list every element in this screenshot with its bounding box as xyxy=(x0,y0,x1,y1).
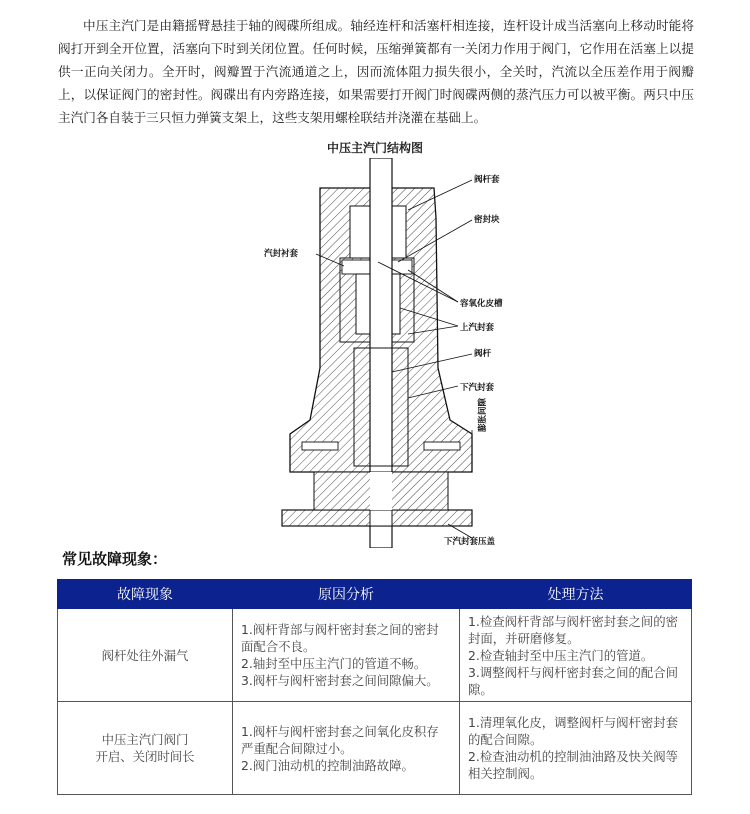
solution-cell: 1.检查阀杆背部与阀杆密封套之间的密封面，并研磨修复。 2.检查轴封至中压主汽门的管道。 3.调整阀杆与阀杆密封套之间的配合间隙。 xyxy=(460,609,692,702)
label-expansion-gap: 膨胀间隙 xyxy=(478,397,488,432)
section-title: 常见故障现象： xyxy=(62,550,168,568)
label-seal-block: 密封块 xyxy=(474,215,500,225)
label-steam-seal-sleeve: 汽封衬套 xyxy=(264,249,299,259)
table-row xyxy=(58,609,692,702)
solution-cell: 1.清理氧化皮，调整阀杆与阀杆密封套的配合间隙。 2.检查油动机的控制油油路及快关阀等相关控制阀。 xyxy=(460,702,692,795)
label-upper-seal-sleeve: 上汽封套 xyxy=(460,323,495,333)
figure-title: 中压主汽门结构图 xyxy=(326,141,423,155)
symptom-cell: 中压主汽门阀门 开启、关闭时间长 xyxy=(58,702,233,795)
label-oxide-groove: 容氧化皮槽 xyxy=(460,299,503,309)
label-lower-seal-sleeve: 下汽封套 xyxy=(460,383,495,393)
table-header-row xyxy=(58,580,692,609)
table-row xyxy=(58,702,692,795)
bolt-right xyxy=(424,442,460,450)
cause-cell: 1.阀杆背部与阀杆密封套之间的密封面配合不良。 2.轴封至中压主汽门的管道不畅。 3.阀杆与阀杆密封套之间间隙偏大。 xyxy=(233,609,460,702)
header-cause: 原因分析 xyxy=(233,580,460,609)
header-symptom: 故障现象 xyxy=(58,580,233,609)
cause-cell: 1.阀杆与阀杆密封套之间氧化皮积存严重配合间隙过小。 2.阀门油动机的控制油路故障。 xyxy=(233,702,460,795)
bolt-left xyxy=(302,442,338,450)
label-lower-gland: 下汽封套压盖 xyxy=(444,537,496,547)
valve-structure-diagram xyxy=(258,158,528,548)
label-valve-stem: 阀杆 xyxy=(474,349,492,359)
header-solution: 处理方法 xyxy=(460,580,692,609)
intro-paragraph: 中压主汽门是由籍摇臂悬挂于轴的阀碟所组成。轴经连杆和活塞杆相连接，连杆设计成当活塞向上移动时能将阀打开到全开位置，活塞向下时到关闭位置。任何时候，压缩弹簧都有一关闭力作用于阀门，它作用在活塞上以提供一正向关闭力。全开时，阀瓣置于汽流通道之上，因而流体阻力损失很小，全关时，汽流以全压差作用于阀瓣上，以保证阀门的密封性。阀碟出有内旁路连接，如果需要打开阀门时阀碟两侧的蒸汽压力可以被平衡。两只中压主汽门各自装于三只恒力弹簧支架上，这些支架用螺栓联结并浇灌在基础上。 xyxy=(58,18,694,125)
label-valve-sleeve: 阀杆套 xyxy=(474,175,500,185)
fault-table xyxy=(57,579,692,795)
symptom-cell: 阀杆处往外漏气 xyxy=(58,609,233,702)
